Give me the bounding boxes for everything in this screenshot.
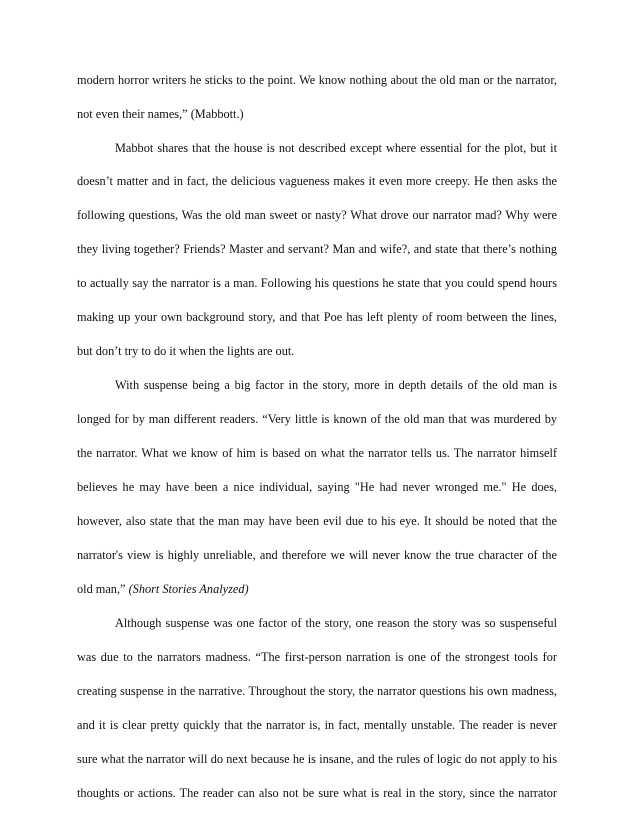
text-line: they living together? Friends? Master and servant? Man and wife?, and state that there’s nothing bbox=[77, 242, 557, 256]
text-line: following questions, Was the old man sweet or nasty? What drove our narrator mad? Why were bbox=[77, 208, 557, 222]
text-line: to actually say the narrator is a man. Following his questions he state that you could spend hours bbox=[77, 276, 557, 290]
text-line: was due to the narrators madness. “The first-person narration is one of the strongest tools for bbox=[77, 650, 557, 664]
text-line: the narrator. What we know of him is based on what the narrator tells us. The narrator himself bbox=[77, 446, 557, 460]
text-line: sure what the narrator will do next because he is insane, and the rules of logic do not apply to his bbox=[77, 752, 557, 766]
text-line: modern horror writers he sticks to the point. We know nothing about the old man or the narrator, bbox=[77, 73, 557, 87]
text-line: and it is clear pretty quickly that the narrator is, in fact, mentally unstable. The reader is never bbox=[77, 718, 557, 732]
text-line: With suspense being a big factor in the story, more in depth details of the old man is bbox=[115, 378, 557, 392]
text-line: longed for by man different readers. “Very little is known of the old man that was murdered by bbox=[77, 412, 557, 426]
text-line-body: old man,” bbox=[77, 582, 126, 596]
text-line: but don’t try to do it when the lights are out. bbox=[77, 344, 295, 358]
text-line: believes he may have been a nice individual, saying "He had never wronged me." He does, bbox=[77, 480, 557, 494]
citation: (Short Stories Analyzed) bbox=[128, 582, 249, 596]
text-line: making up your own background story, and that Poe has left plenty of room between the lines, bbox=[77, 310, 557, 324]
text-line bbox=[77, 582, 557, 596]
text-line: Although suspense was one factor of the story, one reason the story was so suspenseful bbox=[115, 616, 557, 630]
text-line: narrator's view is highly unreliable, and therefore we will never know the true character of the bbox=[77, 548, 557, 562]
text-line: doesn’t matter and in fact, the delicious vagueness makes it even more creepy. He then asks the bbox=[77, 174, 557, 188]
text-line: Mabbot shares that the house is not described except where essential for the plot, but it bbox=[115, 141, 557, 155]
text-line: however, also state that the man may have been evil due to his eye. It should be noted that the bbox=[77, 514, 557, 528]
text-line: not even their names,” (Mabbott.) bbox=[77, 107, 244, 121]
text-line: creating suspense in the narrative. Throughout the story, the narrator questions his own madness, bbox=[77, 684, 557, 698]
text-line: thoughts or actions. The reader can also not be sure what is real in the story, since the narrator bbox=[77, 786, 557, 800]
